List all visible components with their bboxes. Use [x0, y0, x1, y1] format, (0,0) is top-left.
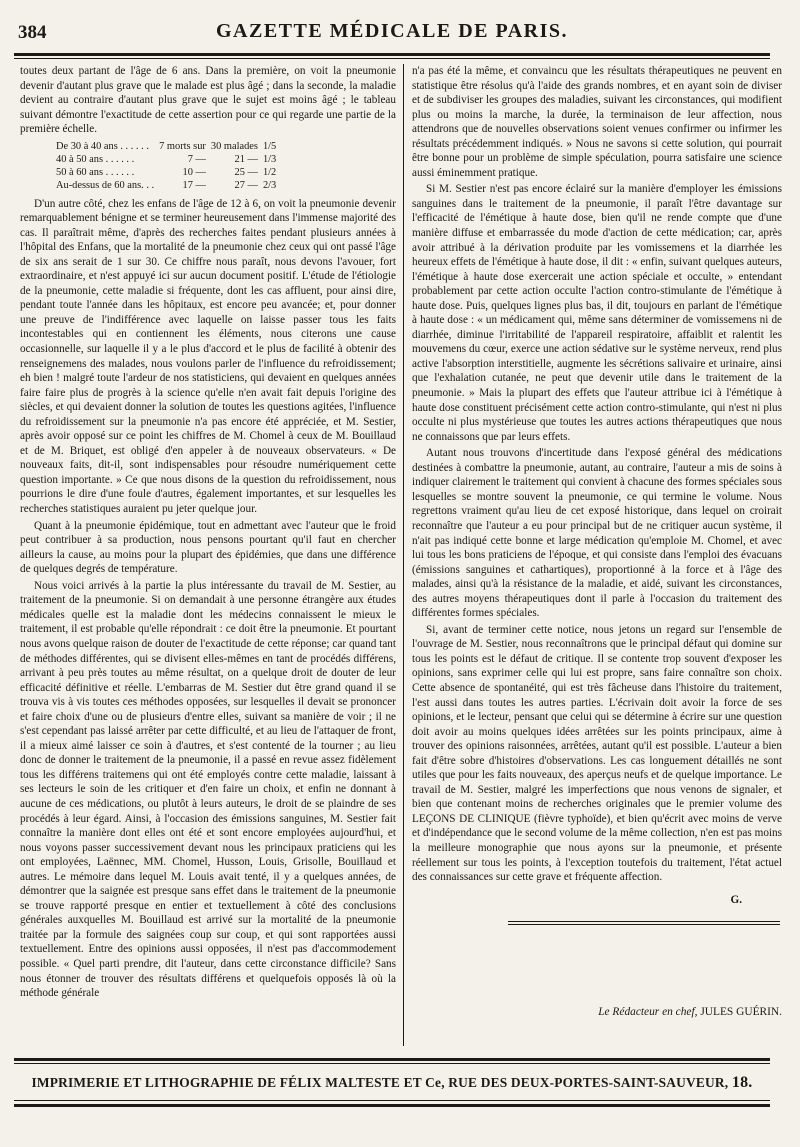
deaths-cell: 7 — — [187, 153, 206, 165]
mortality-row — [56, 179, 281, 192]
left-column — [20, 64, 396, 1049]
footer-rule-thin-2 — [14, 1100, 770, 1101]
ratio-cell: 2/3 — [262, 180, 277, 192]
mortality-row — [56, 140, 281, 153]
patients-cell: 21 — — [234, 153, 258, 165]
patients-cell: 25 — — [234, 167, 258, 179]
mortality-row — [56, 153, 281, 166]
right-paragraph-2: Si M. Sestier n'est pas encore éclairé sur la manière d'employer les émissions sanguines dans le traitement de la pneumonie, il paraît l'être davantage sur l'efficacité de l'émétique à haute dose, bien qu'il ne rende compte que d'une manière diffuse et embarrassée du mode d'action de cette médication; car, après avoir attribué à la dérivation produite par les vomissemens et la diarrhée les heureux effets de l'émétique à haute dose, il dit : « enfin, suivant quelques auteurs, l'émétique à haute dose exercerait une action spéciale et occulte, » entendant probablement par cette action occulte l'action contro-stimulante de l'émétique à haute dose. Puis, quelques lignes plus bas, il dit, toujours en parlant de l'émétique à haute dose : « un médicament qui, même sans déterminer de vomissemens ni de diarrhée, diminue l'irritabilité de l'appareil respiratoire, affaiblit et ralentit les mouvemens du cœur, exerce une action sédative sur le système nerveux, rend plus active l'absorption interstitielle, augmente les sécrétions salivaire et urinaire, ainsi que l'exhalation cutanée, ne peut que devenir utile dans le traitement de la pneumonie. » Mais la plupart des effets que l'auteur attribue ici à l'émétique à haute dose constituent précisément cette action contro-stimulante, qui n'est ni plus occulte ni plus mystérieuse que toutes les autres actions thérapeutiques que nous ne connaissons que par leurs effets. — [412, 183, 782, 443]
left-paragraph-3: Quant à la pneumonie épidémique, tout en admettant avec l'auteur que le froid peut contribuer à sa production, nous pensons pourtant qu'il faut en chercher ailleurs la cause, au moins pour la plupart des épidémies, que dans une différence de quelques degrés de température. — [20, 519, 396, 576]
editor-name: JULES GUÉRIN. — [700, 1006, 782, 1018]
imprint-number: 18. — [731, 1074, 753, 1091]
imprint-text: IMPRIMERIE ET LITHOGRAPHIE DE FÉLIX MALTESTE ET Ce, RUE DES DEUX-PORTES-SAINT-SAUVEUR, — [31, 1075, 729, 1090]
left-paragraph-4: Nous voici arrivés à la partie la plus intéressante du travail de M. Sestier, au traitement de la pneumonie. Si on demandait à une personne étrangère aux études médicales quelle est la maladie dont les médecins connaissent le mieux le traitement, il est probable qu'elle répondrait : ce doit être la pneumonie. Et pourtant nous avons quelque raison de douter de l'exactitude de cette réponse; car quand tant de méthodes différentes, qui se divisent elles-mêmes en tant de procédés différens, arrivant à peu près toutes au même résultat, on a quelque droit de douter de leur efficacité définitive et réelle. L'embarras de M. Sestier dut être grand quand il se trouva vis à vis toutes ces méthodes opposées, sur lesquelles il devait se prononcer et faire choix d'une ou de plusieurs d'entre elles, suivant sa manière de voir ; il ne s'est cependant pas laissé arrêter par cette difficulté, et au lieu de l'attaquer de front, il a mieux aimé laisser ce soin à d'autres, et s'est contenté de la tourner ; au lieu donc de donner le traitement de la pneumonie, il a passé en revue assez fidèlement tous les différens traitemens qui ont été employés contre cette maladie, laissant à ses lecteurs le soin de les critiquer et d'en faire un choix, et enfin ne donnant à aucune de ces médications, ou plutôt à leurs auteurs, le droit de se plaindre de ses procédés à leur égard. Ainsi, à l'occasion des émissions sanguines, M. Sestier fait connaître la manière dont elles ont été et sont encore employées aujourd'hui, et nous voyons passer successivement devant nous les principaux praticiens qui les ont employées, Laënnec, MM. Chomel, Husson, Louis, Grisolle, Bouillaud et autres. Le mémoire dans lequel M. Louis avait tenté, il y a quelques années, de démontrer que la saignée est presque sans effet dans le traitement de la pneumonie se trouve rapporté presque en entier et textuellement à côté des conclusions générales auxquelles M. Bouillaud est arrivé sur la mortalité de la pneumonie traitée par la formule des saignées coup sur coup, et qui sont rapportées aussi textuellement. Entre des opinions aussi opposées, il n'est pas d'accommodement possible. « Quel parti prendre, dit l'auteur, dans cette circonstance difficile? Sans nous étonner de trouver des résultats différens et quelquefois opposés là où la méthode générale — [20, 579, 396, 1000]
right-column — [412, 64, 782, 1049]
age-range-cell: 40 à 50 ans . . . . . . — [56, 153, 135, 165]
printer-imprint — [14, 1074, 770, 1092]
deaths-cell: 10 — — [182, 167, 206, 179]
ratio-cell: 1/5 — [262, 140, 277, 152]
footer-rule-thin — [14, 1063, 770, 1064]
editor-rule — [508, 921, 780, 922]
left-paragraph-2: D'un autre côté, chez les enfans de l'âge de 12 à 6, on voit la pneumonie devenir remarquablement bénigne et se terminer heureusement dans l'immense majorité des cas. Il paraîtrait même, d'après des recherches faites pendant plusieurs années à l'hôpital des Enfans, que la mortalité de la pneumonie chez ceux qui ont passé l'âge de six ans serait de 1 sur 30. Ce chiffre nous paraît, nous devons l'avouer, fort extraordinaire, et n'est appuyé ici sur aucun document positif. L'étude de l'étiologie de la pneumonie, cette maladie si fréquente, dont les cas affluent, pour ainsi dire, pendant toute l'année dans les hôpitaux, est encore peu avancée; et, pour donner une preuve de l'indifférence avec laquelle on laisse passer tous les faits incontestables qui en contiennent les éléments, nous citerons une cause occasionnelle, sur laquelle il y a le plus d'accord et le plus de facilité à obtenir des renseignemens des malades, nous voulons parler de l'influence du refroidissement; eh bien ! malgré toute l'ardeur de nos statisticiens, qui devaient en quelques années faire faire plus de progrès à la science qu'elle n'en avait fait depuis l'origine des siècles, et qui devaient donner la solution de toutes les questions agitées, l'influence du refroidissement sur la pneumonie n'a pas encore été appréciée, et M. Sestier, après avoir opposé sur ce point les chiffres de M. Chomel à ceux de M. Bouillaud et de M. Briquet, est obligé d'en appeler à de nouveaux observateurs. « De nouveaux faits, dit-il, sont indispensables pour résoudre numériquement cette question importante. » Ce que nous disons de la question du refroidissement, nous pourrions le dire d'une foule d'autres, également importantes, et sur lesquelles les recherches statistiques auraient pu jeter quelque jour. — [20, 197, 396, 516]
deaths-cell: 17 — — [182, 180, 206, 192]
left-paragraph-1: toutes deux partant de l'âge de 6 ans. Dans la première, on voit la pneumonie devenir d'autant plus grave que le malade est plus âgé ; dans la seconde, la maladie devient au contraire d'autant plus grave que le sujet est moins âgé ; le tableau suivant démontre l'exactitude de cette assertion pour ce qui regarde une partie de la première échelle. — [20, 65, 396, 136]
header-rule-thick — [14, 53, 770, 56]
deaths-cell: 7 morts sur — [159, 140, 206, 152]
editor-in-chief-line — [598, 1006, 782, 1018]
mortality-table — [56, 140, 281, 193]
age-range-cell: De 30 à 40 ans . . . . . . — [56, 140, 149, 152]
editor-rule-2 — [508, 924, 780, 925]
age-range-cell: 50 à 60 ans . . . . . . — [56, 167, 135, 179]
right-paragraph-1: n'a pas été la même, et convaincu que les résultats thérapeutiques ne peuvent en statistique être résolus qu'à l'aide des grands nombres, et en ayant soin de diviser et de subdiviser les groupes des maladies, suivant les circonstances, qui modifient plus ou moins la marche, la durée, la terminaison de leur affection, nous attendrons que de nouvelles observations soient venues confirmer ou infirmer les résultats précédemment indiqués. » Nous ne savons si cette solution, qui pourrait être bonne pour un problème de simple spéculation, pourra satisfaire une science aussi éminemment pratique. — [412, 65, 782, 179]
editor-prefix: Le Rédacteur en chef, — [598, 1006, 698, 1018]
page-header — [14, 14, 770, 48]
article-signature: G. — [730, 893, 742, 906]
ratio-cell: 1/2 — [262, 167, 277, 179]
age-range-cell: Au-dessus de 60 ans. . . — [56, 180, 155, 192]
footer-rule-thick-2 — [14, 1104, 770, 1107]
page-number: 384 — [18, 22, 47, 43]
right-paragraph-4: Si, avant de terminer cette notice, nous jetons un regard sur l'ensemble de l'ouvrage de M. Sestier, nous reconnaîtrons que le principal défaut qui domine sur tous les points est le défaut de critique. Il se contente trop souvent d'exposer les opinions, sans exprimer celle qui lui est propre, sans faire connaître son choix. Cette absence de spontanéité, qui est très fâcheuse dans l'histoire du traitement, l'est aussi dans toutes les autres parties. L'écrivain doit avoir la force de ses opinions, et le lecteur, pensant que celui qui se détermine à écrire sur une question doit avoir au moins quelques idées arrêtées sur les points principaux, aime à trouver des opinions raisonnées, arrêtées, autant qu'il est possible. L'auteur a bien fait d'être sobre d'histoires d'observations. Les cas longuement détaillés ne sont utiles que pour les faits nouveaux, des aperçus neufs et de quelque importance. Le travail de M. Sestier, malgré les imperfections que nous venons de signaler, et bien que contenant moins de recherches originales que le premier volume des LEÇONS DE CLINIQUE (fièvre typhoïde), et bien qu'écrit avec moins de verve et d'indépendance que le second volume de la même collection, n'en est pas moins la meilleure monographie que nous ayons sur la pneumonie, et présente réellement sur tous les points, à l'exception toutefois du traitement, l'état actuel des connaissances sur cette grave et fréquente affection. — [412, 623, 782, 884]
ratio-cell: 1/3 — [262, 153, 277, 165]
patients-cell: 27 — — [234, 180, 258, 192]
mortality-row — [56, 166, 281, 179]
right-paragraph-3: Autant nous trouvons d'incertitude dans l'exposé général des médications destinées à combattre la pneumonie, autant, au contraire, l'auteur a mis de soins à indiquer clairement le traitement qui convient à chacune des formes spéciales sous lesquelles se montre souvent la pneumonie, ce qui termine le volume. Nous regrettons vraiment qu'au lieu de cet exposé historique, dans lequel on croirait reconnaître que l'auteur a eu pour principal but de ne critiquer aucun système, il n'ait pas indiqué cette bonne et large médication qu'emploie M. Chomel, et avec lui tous les bons praticiens de l'époque, et qui consiste dans l'emploi des évacuans (émissions sanguines et cathartiques), proportionné à la force et à l'âge des malades, ainsi qu'à la résistance de la maladie, et aidé, suivant les circonstances, des autres moyens thérapeutiques dont il parle à l'occasion du traitement des différentes formes spéciales. — [412, 447, 782, 620]
patients-cell: 30 malades — [210, 140, 258, 152]
column-divider — [403, 64, 404, 1046]
journal-title: GAZETTE MÉDICALE DE PARIS. — [215, 20, 569, 42]
footer-rule-thick — [14, 1058, 770, 1061]
header-rule-thin — [14, 58, 770, 59]
